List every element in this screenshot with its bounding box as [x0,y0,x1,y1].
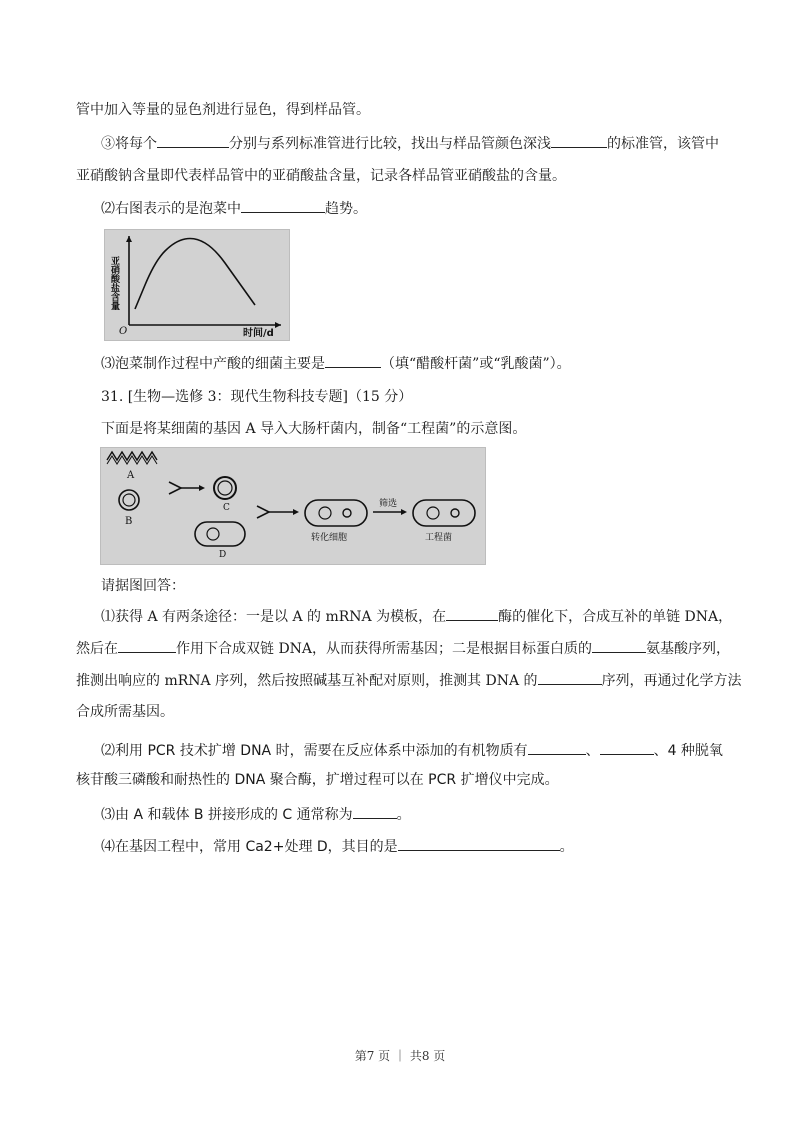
text-segment: 序列，再通过化学方法 [601,673,742,689]
text-line-9 [101,606,761,627]
x-axis-arrow [275,322,281,328]
label-b: B [125,516,133,527]
text-segment: 推测出响应的 mRNA 序列，然后按照碱基互补配对原则，推测其 DNA 的 [76,673,538,689]
transformed-cell-plasmid [343,509,351,517]
text-line-13 [101,740,761,761]
text-line-7: 下面是将某细菌的基因 A 导入大肠杆菌内，制备“工程菌”的示意图。 [101,421,527,437]
text-line-16 [101,836,761,857]
plasmid-b-icon [119,490,139,510]
text-line-10 [76,638,736,659]
recombinant-c-icon [214,477,236,499]
answer-blank[interactable] [592,638,646,653]
text-segment: 然后在 [76,641,118,657]
screening-label: 筛选 [379,499,398,509]
text-line-12: 合成所需基因。 [76,704,174,720]
answer-blank[interactable] [241,198,325,213]
transform-arrow [257,506,269,518]
text-segment: 酶的催化下，合成互补的单链 DNA， [498,609,733,625]
answer-blank[interactable] [538,670,602,685]
text-segment: ⑴获得 A 有两条途径：一是以 A 的 mRNA 为模板，在 [101,609,447,625]
question-31-heading: 31. [生物—选修 3：现代生物科技专题]（15 分） [101,389,413,405]
text-segment: ③将每个 [101,136,157,152]
diagram-svg [101,448,485,564]
y-axis-arrow [126,236,132,242]
transform-arrowhead [293,509,299,515]
answer-blank[interactable] [528,740,586,755]
engineered-bacterium-chromosome [427,507,439,519]
text-segment: ⑵右图表示的是泡菜中 [101,201,241,217]
page-footer: 第7 页 ｜ 共8 页 [354,1049,446,1063]
text-line-5 [101,353,761,374]
host-cell-d-chromosome [207,528,219,540]
text-line-3: 亚硝酸钠含量即代表样品管中的亚硝酸盐含量，记录各样品管亚硝酸盐的含量。 [76,168,566,184]
y-axis-label: 亚硝酸盐含量 [109,256,119,310]
text-segment: 。 [559,839,574,855]
text-segment: 。 [396,807,411,823]
label-c: C [223,503,230,513]
answer-blank[interactable] [157,133,229,148]
answer-blank[interactable] [600,740,654,755]
engineered-bacterium-label: 工程菌 [425,533,453,543]
text-segment: 的标准管，该管中 [607,136,719,152]
label-a: A [127,470,135,481]
text-line-11 [76,670,742,691]
transformed-cell-chromosome [319,507,331,519]
text-segment: 分别与系列标准管进行比较，找出与样品管颜色深浅 [229,136,551,152]
answer-blank[interactable] [353,804,397,819]
text-line-2 [101,133,761,154]
engineered-bacterium-icon [413,500,475,526]
text-line-4 [101,198,761,219]
nitrite-curve-line [135,239,255,310]
text-segment: 氨基酸序列， [646,641,731,657]
plasmid-b-inner [123,494,135,506]
host-cell-d-icon [195,522,245,546]
screen-arrowhead [401,509,407,515]
text-segment: 趋势。 [325,201,367,217]
nitrite-curve-figure [104,229,290,341]
text-segment: 作用下合成双链 DNA，从而获得所需基因；二是根据目标蛋白质的 [176,641,593,657]
engineered-bacteria-diagram [100,447,486,565]
text-segment: 、4 种脱氧 [653,743,723,759]
engineered-bacterium-plasmid [451,509,459,517]
text-segment: ⑶由 A 和载体 B 拼接形成的 C 通常称为 [101,807,353,823]
join-arrow [169,482,181,494]
text-segment: 、 [585,743,600,759]
answer-blank[interactable] [551,133,607,148]
answer-blank[interactable] [325,353,381,368]
answer-blank[interactable] [446,606,498,621]
transformed-cell-icon [305,500,367,526]
transformed-cell-label: 转化细胞 [311,533,348,543]
text-line-8: 请据图回答： [101,578,185,594]
origin-label: O [119,326,128,337]
answer-blank[interactable] [118,638,176,653]
text-segment: ⑷在基因工程中，常用 Ca2+处理 D，其目的是 [101,839,398,855]
recombinant-c-inner [218,481,232,495]
text-line-1: 管中加入等量的显色剂进行显色，得到样品管。 [76,102,370,118]
text-segment: ⑶泡菜制作过程中产酸的细菌主要是 [101,356,325,372]
text-segment: ⑵利用 PCR 技术扩增 DNA 时，需要在反应体系中添加的有机物质有 [101,743,528,759]
text-segment: （填“醋酸杆菌”或“乳酸菌”）。 [381,356,571,372]
label-d: D [219,550,227,560]
text-line-14: 核苷酸三磷酸和耐热性的 DNA 聚合酶，扩增过程可以在 PCR 扩增仪中完成。 [76,772,559,788]
answer-blank[interactable] [398,836,560,851]
text-line-15 [101,804,761,825]
nitrite-curve-chart [105,230,289,340]
x-axis-label: 时间/d [243,328,274,339]
join-arrowhead [199,485,205,491]
